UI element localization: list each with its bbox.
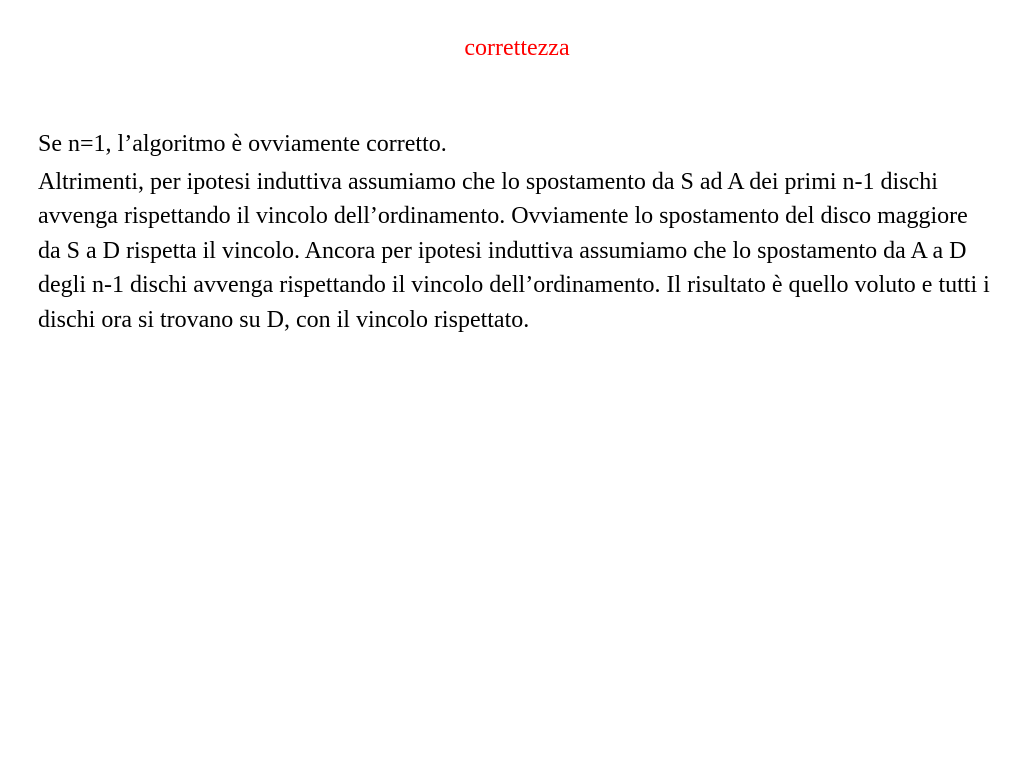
slide-title: correttezza xyxy=(464,35,570,61)
paragraph-base-case: Se n=1, l’algoritmo è ovviamente corretto. xyxy=(38,131,447,157)
slide-body xyxy=(38,127,990,337)
paragraph-inductive-step: Altrimenti, per ipotesi induttiva assumiamo che lo spostamento da S ad A dei primi n-1 dischi avvenga rispettando il vincolo dell’ordinamento. Ovviamente lo spostamento del disco maggiore da S a D rispetta il vincolo. Ancora per ipotesi induttiva assumiamo che lo spostamento da A a D degli n-1 dischi avvenga rispettando il vincolo dell’ordinamento. Il risultato è quello voluto e tutti i dischi ora si trovano su D, con il vincolo rispettato. xyxy=(38,168,990,333)
